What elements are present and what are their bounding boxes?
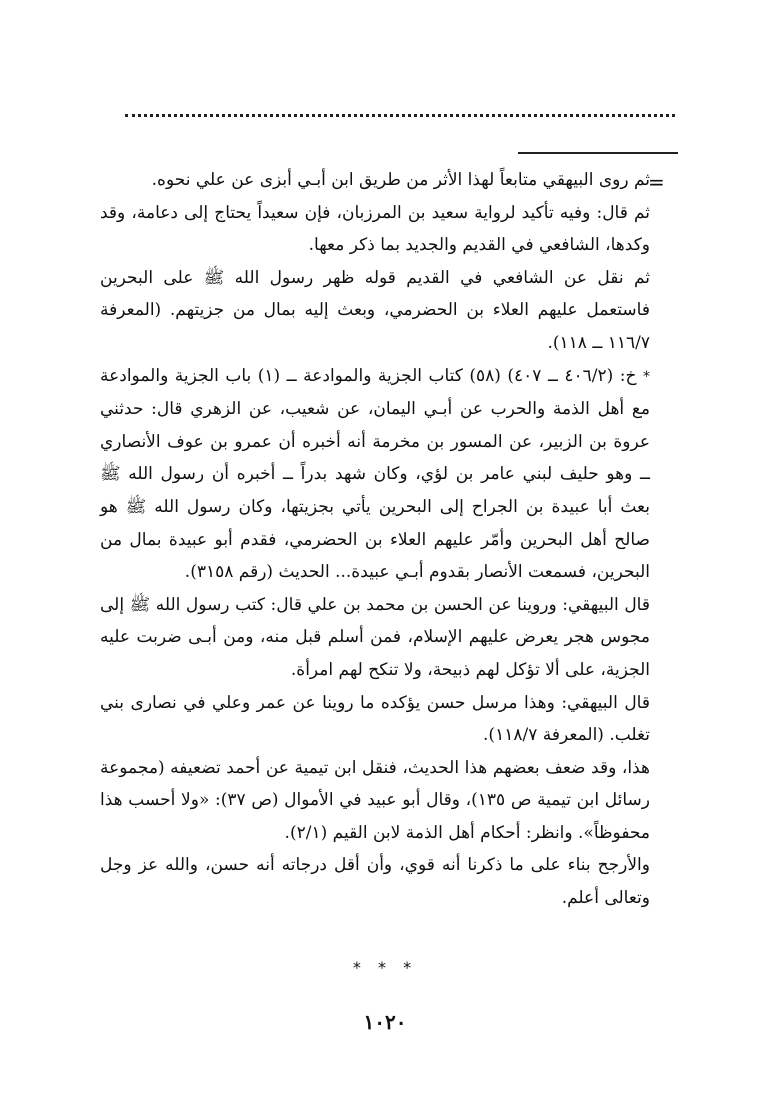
dotted-separator — [125, 114, 675, 117]
paragraph-text: والأرجح بناء على ما ذكرنا أنه قوي، وأن أقل درجاته أنه حسن، والله عز وجل وتعالى أعلم. — [100, 855, 650, 909]
paragraph-text: ثم روى البيهقي متابعاً لهذا الأثر من طريق ابن أبـي أبزى عن علي نحوه. — [151, 170, 650, 190]
star-marker: * — [643, 368, 650, 385]
page-number: ١٠٢٠ — [363, 1010, 407, 1034]
continuation-mark: = — [648, 170, 665, 194]
paragraph-text: قال البيهقي: وروينا عن الحسن بن محمد بن علي قال: كتب رسول الله ﷺ إلى مجوس هجر يعرض عليهم الإسلام، فمن أسلم قبل منه، ومن أبـى ضربت عليه الجزية، على ألا تؤكل لهم ذبيحة، ولا تنكح لهم امرأة. — [100, 594, 650, 680]
footnote-rule — [518, 152, 678, 154]
section-divider: * * * — [352, 958, 418, 977]
paragraph-text: ثم قال: وفيه تأكيد لرواية سعيد بن المرزبان، فإن سعيداً يحتاج إلى دعامة، وقد وكدها، الشافعي في القديم والجديد بما ذكر معها. — [100, 202, 650, 256]
paragraph — [100, 849, 650, 914]
paragraph — [100, 164, 650, 197]
paragraph-text: ثم نقل عن الشافعي في القديم قوله ظهر رسول الله ﷺ على البحرين فاستعمل عليهم العلاء بن الحضرمي، وبعث إليه بمال من جزيتهم. (المعرفة ١١٦/٧ ــ ١١٨). — [100, 267, 650, 353]
paragraph — [100, 360, 650, 589]
paragraph — [100, 197, 650, 262]
paragraph — [100, 589, 650, 687]
paragraph-text: قال البيهقي: وهذا مرسل حسن يؤكده ما روينا عن عمر وعلي في نصارى بني تغلب. (المعرفة ١١٨/٧). — [100, 692, 650, 746]
paragraph-text: خ: (٤٠٦/٢ ــ ٤٠٧) (٥٨) كتاب الجزية والموادعة ــ (١) باب الجزية والموادعة مع أهل الذمة والحرب عن أبـي اليمان، عن شعيب، عن الزهري قال: حدثني عروة بن الزبير، عن المسور بن مخرمة أنه أخبره أن عمرو بن عوف الأنصاري ــ وهو حليف لبني عامر بن لؤي، وكان شهد بدراً ــ أخبره أن رسول الله ﷺ بعث أبا عبيدة بن الجراح إلى البحرين يأتي بجزيتها، وكان رسول الله ﷺ هو صالح أهل البحرين وأمّر عليهم العلاء بن الحضرمي، فقدم أبو عبيدة بمال من البحرين، فسمعت الأنصار بقدوم أبـي عبيدة... الحديث (رقم ٣١٥٨). — [100, 365, 650, 583]
paragraph — [100, 687, 650, 752]
paragraph — [100, 752, 650, 850]
paragraph — [100, 262, 650, 360]
paragraph-text: هذا، وقد ضعف بعضهم هذا الحديث، فنقل ابن تيمية عن أحمد تضعيفه (مجموعة رسائل ابن تيمية ص ١٣٥)، وقال أبو عبيد في الأموال (ص ٣٧): «ولا أحسب هذا محفوظاً». وانظر: أحكام أهل الذمة لابن القيم (٢/١). — [100, 757, 650, 843]
footnote-text — [100, 164, 650, 915]
